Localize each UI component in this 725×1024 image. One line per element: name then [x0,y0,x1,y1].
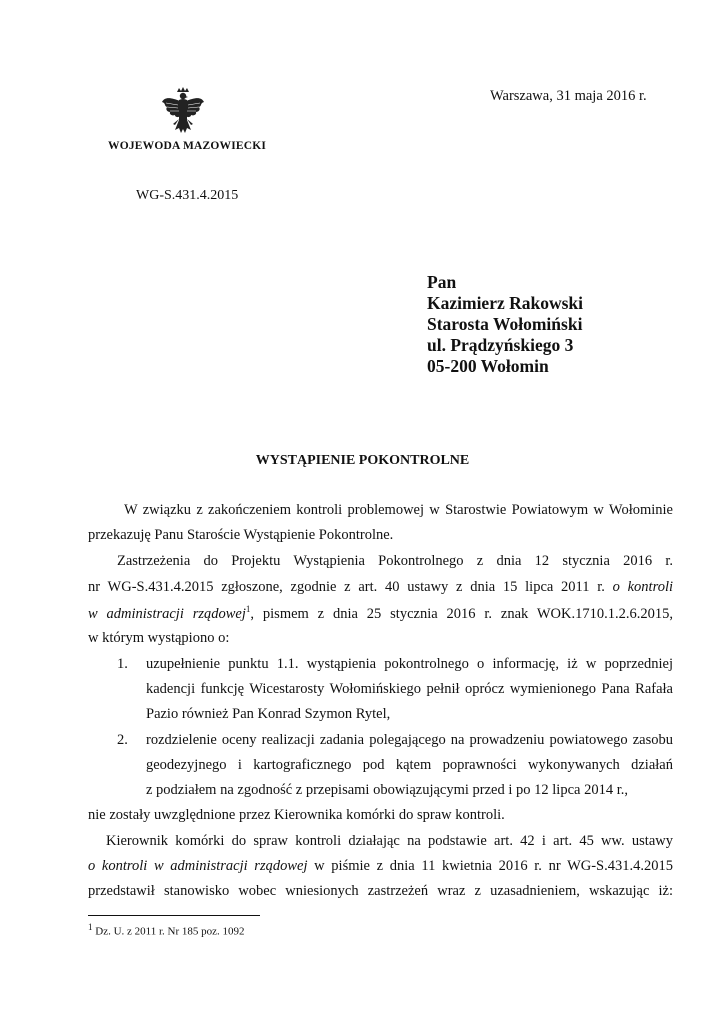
list-number: 1. [117,656,128,672]
text-span: nr WG-S.431.4.2015 zgłoszone, zgodnie z art. 40 ustawy z dnia 15 lipca 2011 r. [88,579,605,595]
list-item-line: kadencji funkcję Wicestarosty Wołomińskiego pełnił oprócz wymienionego Pana Rafała [146,681,673,697]
act-title-italic: o kontroli w administracji rządowej [88,858,308,874]
document-title: WYSTĄPIENIE POKONTROLNE [255,453,470,468]
list-item-line: Pazio również Pan Konrad Szymon Rytel, [146,706,391,722]
polish-eagle-emblem-icon [160,86,206,140]
letter-date: Warszawa, 31 maja 2016 r. [490,88,647,104]
paragraph-line: nie zostały uwzględnione przez Kierownika komórki do spraw kontroli. [88,807,505,823]
list-item-line: rozdzielenie oceny realizacji zadania polegającego na prowadzeniu powiatowego zasobu [146,732,673,748]
recipient-address [427,272,583,377]
text-span: , pismem z dnia 25 stycznia 2016 r. znak WOK.1710.1.2.6.2015, [250,605,673,622]
paragraph-line: Zastrzeżenia do Projektu Wystąpienia Pokontrolnego z dnia 12 stycznia 2016 r. [117,553,673,569]
paragraph-line: W związku z zakończeniem kontroli problemowej w Starostwie Powiatowym w Wołominie [124,502,673,518]
footnote-reference: 1 [245,604,251,614]
paragraph-line [88,579,673,596]
list-item-line: uzupełnienie punktu 1.1. wystąpienia pokontrolnego o informację, iż w poprzedniej [146,656,673,672]
list-item-line: z podziałem na zgodność z przepisami obowiązującymi przed i po 12 lipca 2014 r., [146,782,628,798]
paragraph-line: przekazuję Panu Staroście Wystąpienie Pokontrolne. [88,527,394,543]
recipient-line: Pan [427,272,457,292]
list-number: 2. [117,732,128,748]
recipient-line: ul. Prądzyńskiego 3 [427,335,574,355]
recipient-line: Kazimierz Rakowski [427,293,584,313]
paragraph-line [88,604,673,623]
recipient-line: Starosta Wołomiński [427,314,583,334]
act-title-italic: o kontroli [612,579,673,595]
recipient-line: 05-200 Wołomin [427,356,549,376]
reference-number: WG-S.431.4.2015 [136,188,239,203]
paragraph-line [88,858,673,875]
footnote [88,922,245,938]
list-item-line: geodezyjnego i kartograficznego pod kątem poprawności wykonywanych działań [146,757,673,773]
act-title-italic: w administracji rządowej [88,605,246,622]
footnote-text: Dz. U. z 2011 r. Nr 185 poz. 1092 [95,925,245,938]
issuing-office: WOJEWODA MAZOWIECKI [108,140,267,152]
footnote-mark: 1 [88,922,93,932]
paragraph-line: przedstawił stanowisko wobec wniesionych zastrzeżeń wraz z uzasadnieniem, wskazując iż: [88,883,673,899]
text-span [88,606,673,622]
text-span: w piśmie z dnia 11 kwietnia 2016 r. nr WG-S.431.4.2015 [314,858,673,874]
footnote-divider [88,915,260,916]
paragraph-line: w którym wystąpiono o: [88,630,230,646]
paragraph-line: Kierownik komórki do spraw kontroli działając na podstawie art. 42 i art. 45 ww. ustawy [106,833,673,849]
